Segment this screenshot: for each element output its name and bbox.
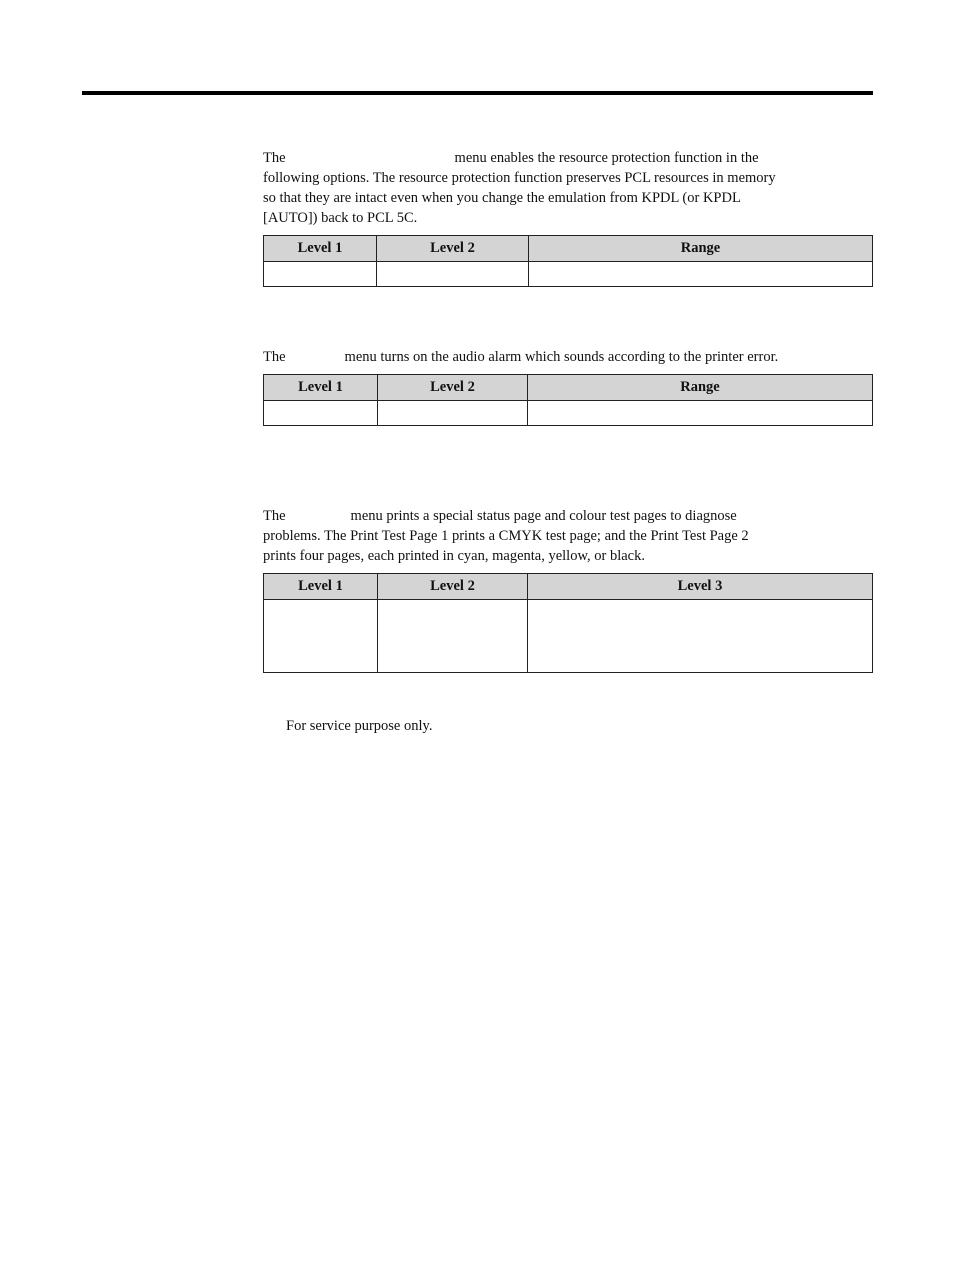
table-cell (378, 600, 528, 673)
table-cell (264, 600, 378, 673)
header-rule (82, 91, 873, 95)
description-prefix: The (263, 150, 286, 166)
description-suffix: menu enables the resource protection function in the (454, 150, 759, 166)
table-cell (378, 401, 528, 426)
service-description (263, 506, 843, 566)
description-line (263, 148, 843, 168)
column-header-range: Range (528, 375, 873, 401)
description-line: so that they are intact even when you change the emulation from KPDL (or KPDL (263, 190, 741, 206)
description-line (263, 506, 843, 526)
description-line: problems. The Print Test Page 1 prints a CMYK test page; and the Print Test Page 2 (263, 528, 749, 544)
description-suffix: menu turns on the audio alarm which sounds according to the printer error. (344, 349, 779, 365)
table-row (264, 262, 873, 287)
table-header-row (264, 574, 873, 600)
column-header-range: Range (529, 236, 873, 262)
alarm-description (263, 347, 863, 367)
column-header-level-2: Level 2 (378, 375, 528, 401)
description-prefix: The (263, 508, 286, 524)
description-suffix: menu prints a special status page and colour test pages to diagnose (350, 508, 737, 524)
description-line: prints four pages, each printed in cyan, magenta, yellow, or black. (263, 548, 645, 564)
table-header-row (264, 375, 873, 401)
table-cell (528, 600, 873, 673)
column-header-level-2: Level 2 (377, 236, 529, 262)
resource-protection-description (263, 148, 843, 228)
column-header-level-3: Level 3 (528, 574, 873, 600)
resource-protection-table (263, 235, 873, 287)
alarm-table (263, 374, 873, 426)
description-line: [AUTO]) back to PCL 5C. (263, 210, 418, 226)
column-header-level-1: Level 1 (264, 236, 377, 262)
table-cell (529, 262, 873, 287)
table-header-row (264, 236, 873, 262)
table-cell (264, 401, 378, 426)
table-row (264, 600, 873, 673)
service-table (263, 573, 873, 673)
table-cell (528, 401, 873, 426)
table-row (264, 401, 873, 426)
column-header-level-2: Level 2 (378, 574, 528, 600)
column-header-level-1: Level 1 (264, 375, 378, 401)
table-cell (264, 262, 377, 287)
column-header-level-1: Level 1 (264, 574, 378, 600)
table-cell (377, 262, 529, 287)
description-prefix: The (263, 349, 286, 365)
description-line (263, 347, 863, 367)
service-note: For service purpose only. (286, 718, 433, 734)
description-line: following options. The resource protection function preserves PCL resources in memory (263, 170, 776, 186)
